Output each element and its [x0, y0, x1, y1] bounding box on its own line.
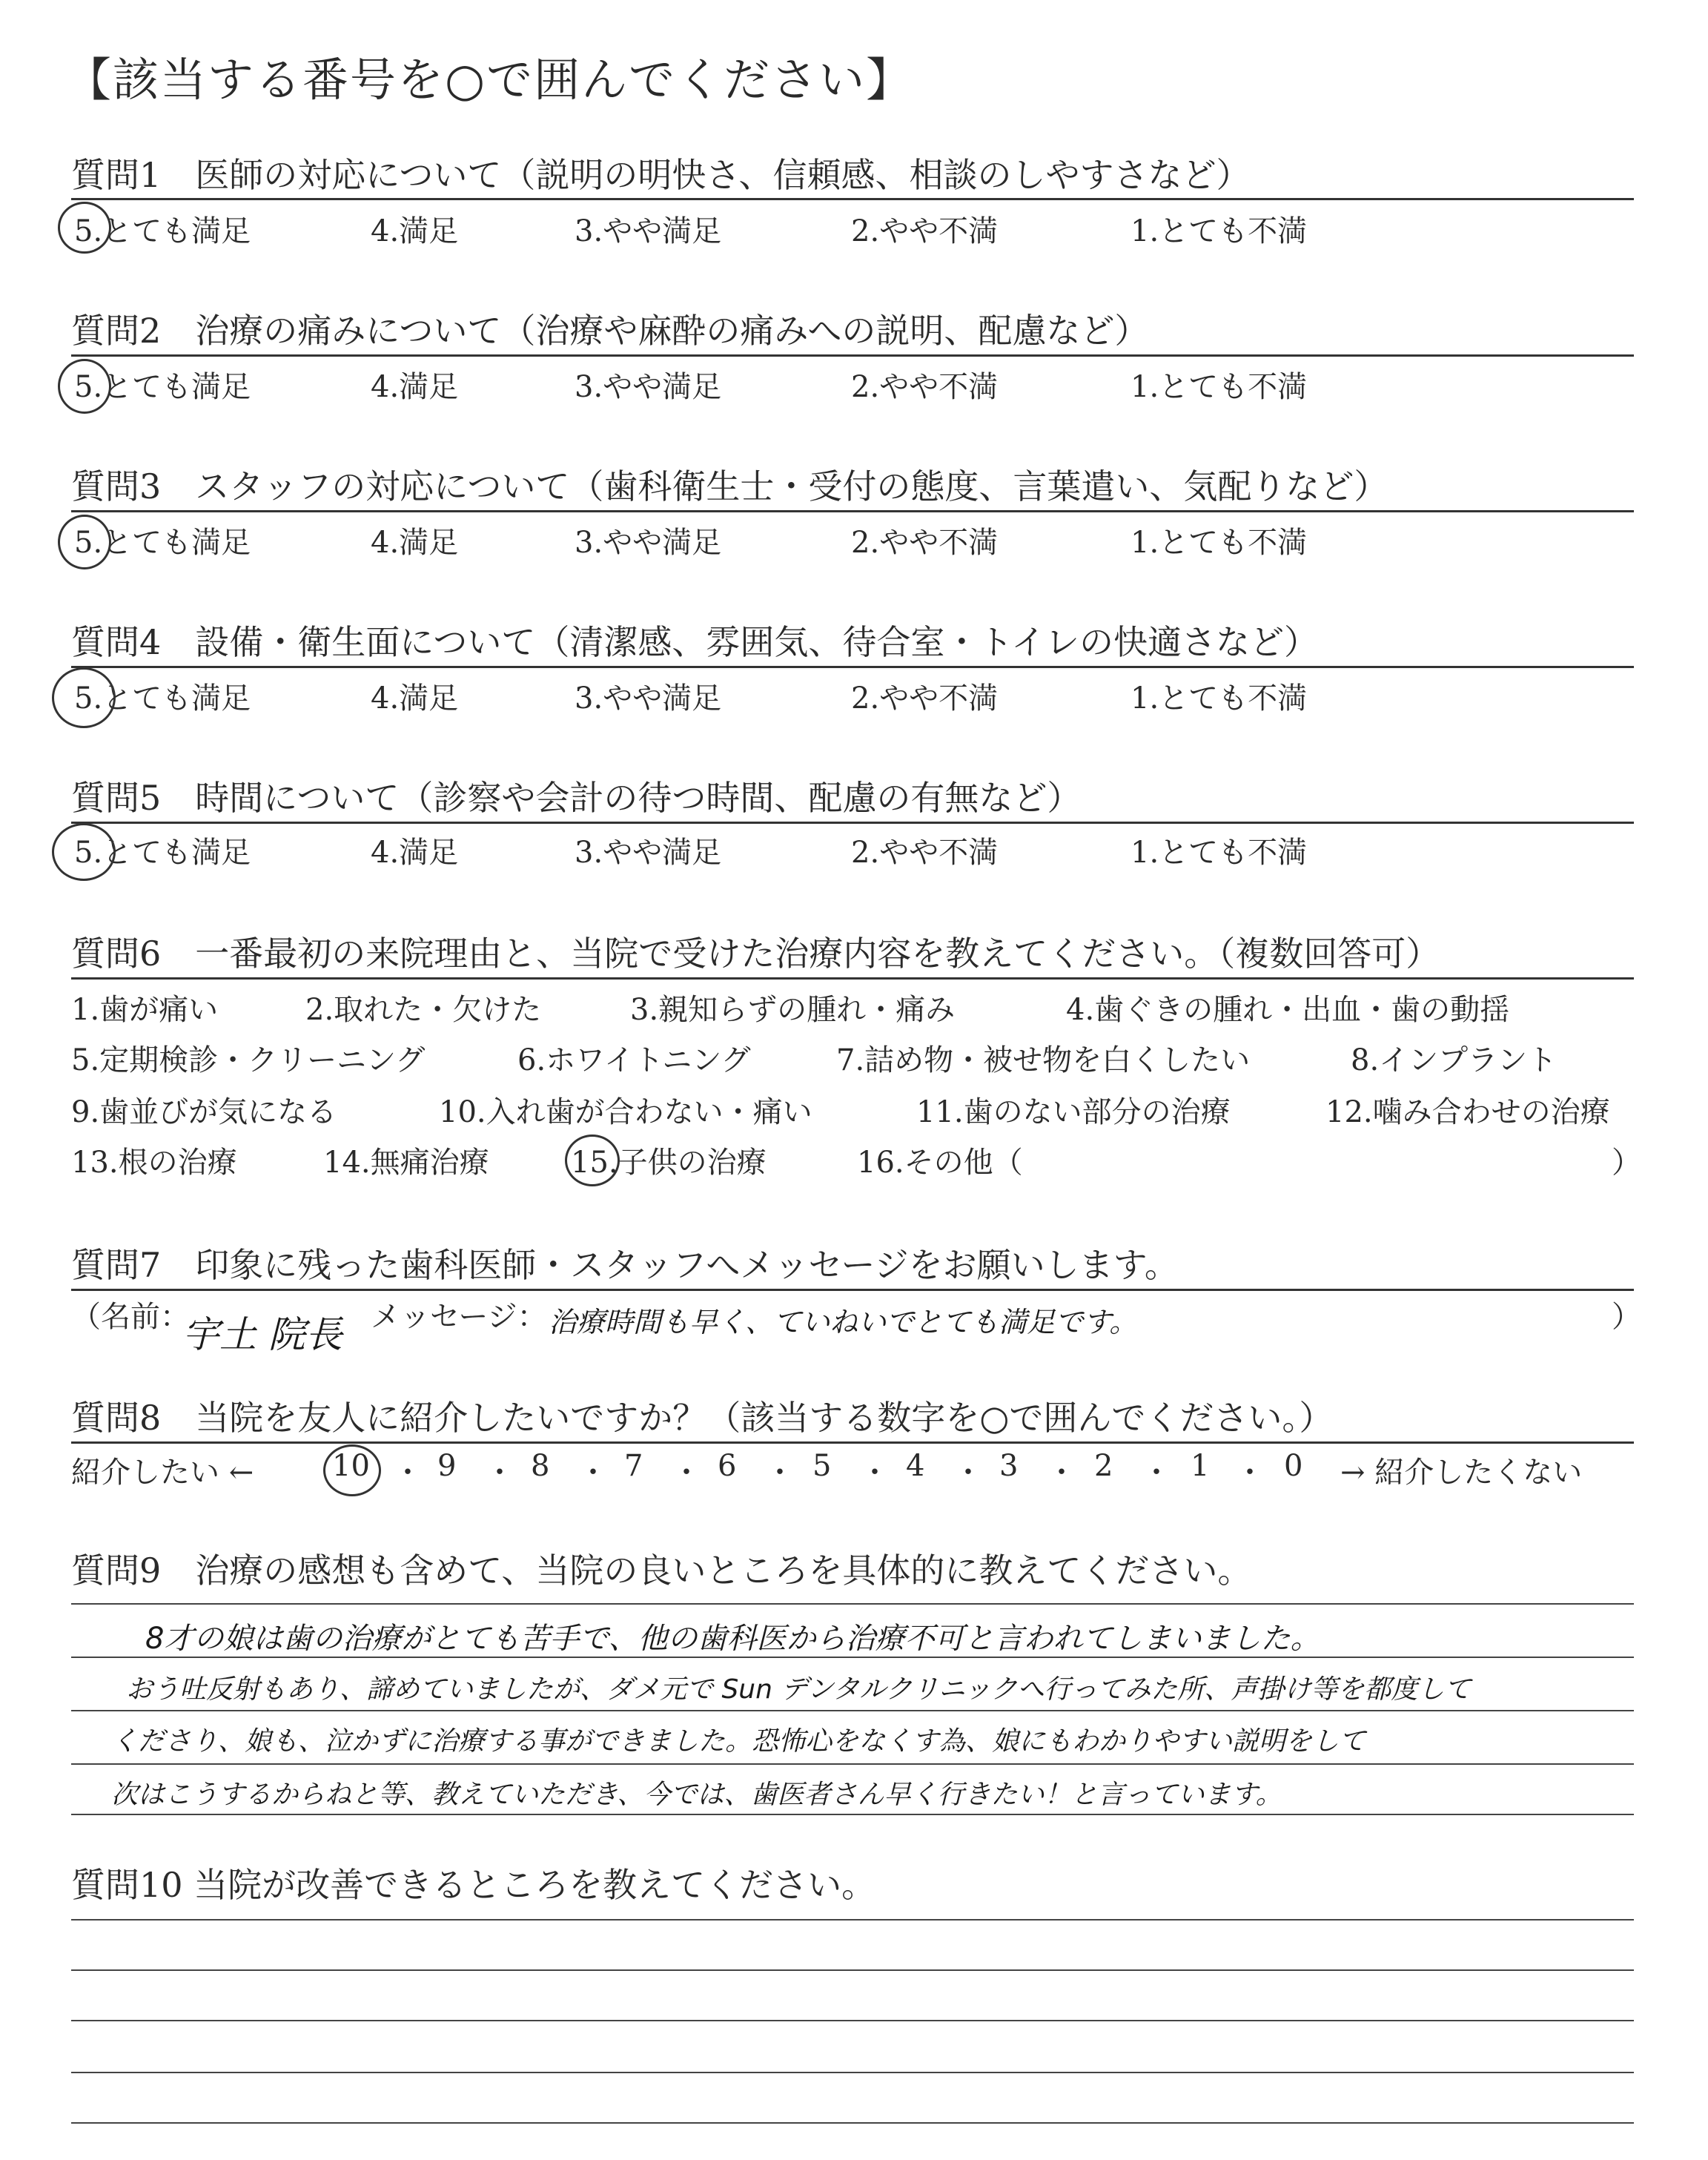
scale-separator: ・ [578, 1456, 608, 1490]
option-2[interactable]: 2.やや不満 [851, 526, 999, 560]
reason-option[interactable]: 15.子供の治療 [571, 1146, 767, 1180]
reason-option[interactable]: 14.無痛治療 [323, 1146, 489, 1180]
selection-circle [565, 1135, 620, 1186]
option-4[interactable]: 4.満足 [371, 681, 459, 716]
bracket-close: ） [1612, 1146, 1641, 1180]
option-5[interactable]: 5.とても満足 [74, 370, 251, 404]
reason-option[interactable]: 3.親知らずの腫れ・痛み [630, 993, 956, 1027]
writing-line[interactable] [71, 2122, 1634, 2124]
reason-option[interactable]: 11.歯のない部分の治療 [916, 1095, 1231, 1129]
reason-option[interactable]: 6.ホワイトニング [517, 1043, 751, 1077]
reason-option[interactable]: 13.根の治療 [71, 1146, 237, 1180]
option-4[interactable]: 4.満足 [371, 370, 459, 404]
option-5[interactable]: 5.とても満足 [74, 526, 251, 560]
message-value[interactable]: 治療時間も早く、ていねいでとても満足です。 [549, 1306, 1138, 1338]
writing-line [71, 1763, 1634, 1765]
scale-value[interactable]: 5 [812, 1449, 832, 1483]
message-label: メッセージ： [371, 1300, 547, 1334]
scale-separator: ・ [1047, 1456, 1076, 1490]
scale-separator: ・ [485, 1456, 514, 1490]
option-1[interactable]: 1.とても不満 [1131, 214, 1308, 248]
writing-line[interactable] [71, 2020, 1634, 2021]
option-1[interactable]: 1.とても不満 [1131, 681, 1308, 716]
selection-circle [58, 202, 111, 254]
divider [71, 822, 1634, 824]
recommend-left-label: 紹介したい ← [71, 1456, 254, 1490]
writing-line [71, 1814, 1634, 1815]
question-5-title: 質問5 時間について（診察や会計の待つ時間、配慮の有無など） [71, 778, 1082, 818]
bracket-close: ） [1612, 1300, 1641, 1334]
scale-separator: ・ [1235, 1456, 1265, 1490]
selection-circle [58, 359, 111, 414]
writing-line[interactable] [71, 1969, 1634, 1971]
scale-value[interactable]: 7 [624, 1449, 643, 1483]
option-3[interactable]: 3.やや満足 [575, 214, 722, 248]
answer-line: 8才の娘は歯の治療がとても苦手で、他の歯科医から治療不可と言われてしまいました。 [145, 1622, 1320, 1656]
answer-line: おう吐反射もあり、諦めていましたが、ダメ元で Sun デンタルクリニックへ行ってみた所、声掛け等を都度して [126, 1674, 1472, 1705]
reason-option[interactable]: 8.インプラント [1351, 1043, 1558, 1077]
reason-option[interactable]: 7.詰め物・被せ物を白くしたい [836, 1043, 1251, 1077]
recommend-right-label: → 紹介したくない [1340, 1456, 1583, 1490]
option-3[interactable]: 3.やや満足 [575, 836, 722, 870]
option-5[interactable]: 5.とても満足 [74, 681, 251, 716]
selection-circle [58, 515, 111, 569]
divider [71, 666, 1634, 668]
page-title: 【該当する番号を○で囲んでください】 [65, 53, 914, 107]
scale-value[interactable]: 2 [1094, 1449, 1113, 1483]
scale-value[interactable]: 6 [718, 1449, 737, 1483]
option-5[interactable]: 5.とても満足 [74, 836, 251, 870]
divider [71, 1289, 1634, 1291]
divider [71, 1603, 1634, 1605]
question-1-title: 質問1 医師の対応について（説明の明快さ、信頼感、相談のしやすさなど） [71, 155, 1251, 195]
reason-option[interactable]: 1.歯が痛い [71, 993, 219, 1027]
reason-option[interactable]: 10.入れ歯が合わない・痛い [439, 1095, 812, 1129]
divider [71, 198, 1634, 200]
question-7-title: 質問7 印象に残った歯科医師・スタッフへメッセージをお願いします。 [71, 1245, 1179, 1285]
selection-circle [323, 1444, 381, 1496]
question-8-title: 質問8 当院を友人に紹介したいですか？（該当する数字を○で囲んでください。） [71, 1398, 1334, 1438]
scale-separator: ・ [860, 1456, 890, 1490]
writing-line[interactable] [71, 2072, 1634, 2073]
option-1[interactable]: 1.とても不満 [1131, 526, 1308, 560]
answer-line: 次はこうするからねと等、教えていただき、今では、歯医者さん早く行きたい！と言っています。 [111, 1780, 1282, 1810]
scale-value[interactable]: 4 [906, 1449, 925, 1483]
scale-separator: ・ [765, 1456, 795, 1490]
scale-separator: ・ [672, 1456, 701, 1490]
selection-circle [52, 823, 116, 881]
reason-option[interactable]: 9.歯並びが気になる [71, 1095, 337, 1129]
option-4[interactable]: 4.満足 [371, 836, 459, 870]
writing-line[interactable] [71, 1919, 1634, 1920]
scale-value[interactable]: 8 [531, 1449, 550, 1483]
name-label: （名前： [71, 1300, 190, 1334]
scale-separator: ・ [393, 1456, 423, 1490]
option-1[interactable]: 1.とても不満 [1131, 836, 1308, 870]
scale-value[interactable]: 9 [437, 1449, 457, 1483]
reason-option[interactable]: 2.取れた・欠けた [305, 993, 542, 1027]
question-2-title: 質問2 治療の痛みについて（治療や麻酔の痛みへの説明、配慮など） [71, 311, 1149, 351]
question-9-title: 質問9 治療の感想も含めて、当院の良いところを具体的に教えてください。 [71, 1550, 1252, 1591]
option-5[interactable]: 5.とても満足 [74, 214, 251, 248]
scale-separator: ・ [953, 1456, 983, 1490]
answer-line: くださり、娘も、泣かずに治療する事ができました。恐怖心をなくす為、娘にもわかりやすい説明をして [111, 1726, 1366, 1757]
question-4-title: 質問4 設備・衛生面について（清潔感、雰囲気、待合室・トイレの快適さなど） [71, 622, 1319, 662]
option-4[interactable]: 4.満足 [371, 526, 459, 560]
scale-value[interactable]: 1 [1191, 1449, 1210, 1483]
scale-value[interactable]: 3 [999, 1449, 1019, 1483]
option-2[interactable]: 2.やや不満 [851, 681, 999, 716]
scale-separator: ・ [1142, 1456, 1171, 1490]
option-2[interactable]: 2.やや不満 [851, 214, 999, 248]
scale-value[interactable]: 0 [1284, 1449, 1303, 1483]
name-value[interactable]: 宇土 院長 [182, 1313, 342, 1356]
divider [71, 510, 1634, 512]
question-6-title: 質問6 一番最初の来院理由と、当院で受けた治療内容を教えてください。（複数回答可） [71, 934, 1440, 974]
option-3[interactable]: 3.やや満足 [575, 526, 722, 560]
reason-option[interactable]: 4.歯ぐきの腫れ・出血・歯の動揺 [1066, 993, 1510, 1027]
scale-value[interactable]: 10 [332, 1449, 370, 1483]
option-3[interactable]: 3.やや満足 [575, 370, 722, 404]
reason-option[interactable]: 12.噛み合わせの治療 [1325, 1095, 1610, 1129]
reason-option[interactable]: 5.定期検診・クリーニング [71, 1043, 426, 1077]
divider [71, 1441, 1634, 1444]
option-4[interactable]: 4.満足 [371, 214, 459, 248]
option-1[interactable]: 1.とても不満 [1131, 370, 1308, 404]
writing-line [71, 1710, 1634, 1711]
option-3[interactable]: 3.やや満足 [575, 681, 722, 716]
option-2[interactable]: 2.やや不満 [851, 836, 999, 870]
option-2[interactable]: 2.やや不満 [851, 370, 999, 404]
divider [71, 977, 1634, 980]
reason-option[interactable]: 16.その他（ [857, 1146, 1023, 1180]
selection-circle [52, 667, 116, 728]
question-10-title: 質問10 当院が改善できるところを教えてください。 [71, 1865, 876, 1905]
question-3-title: 質問3 スタッフの対応について（歯科衛生士・受付の態度、言葉遣い、気配りなど） [71, 466, 1388, 506]
divider [71, 354, 1634, 357]
